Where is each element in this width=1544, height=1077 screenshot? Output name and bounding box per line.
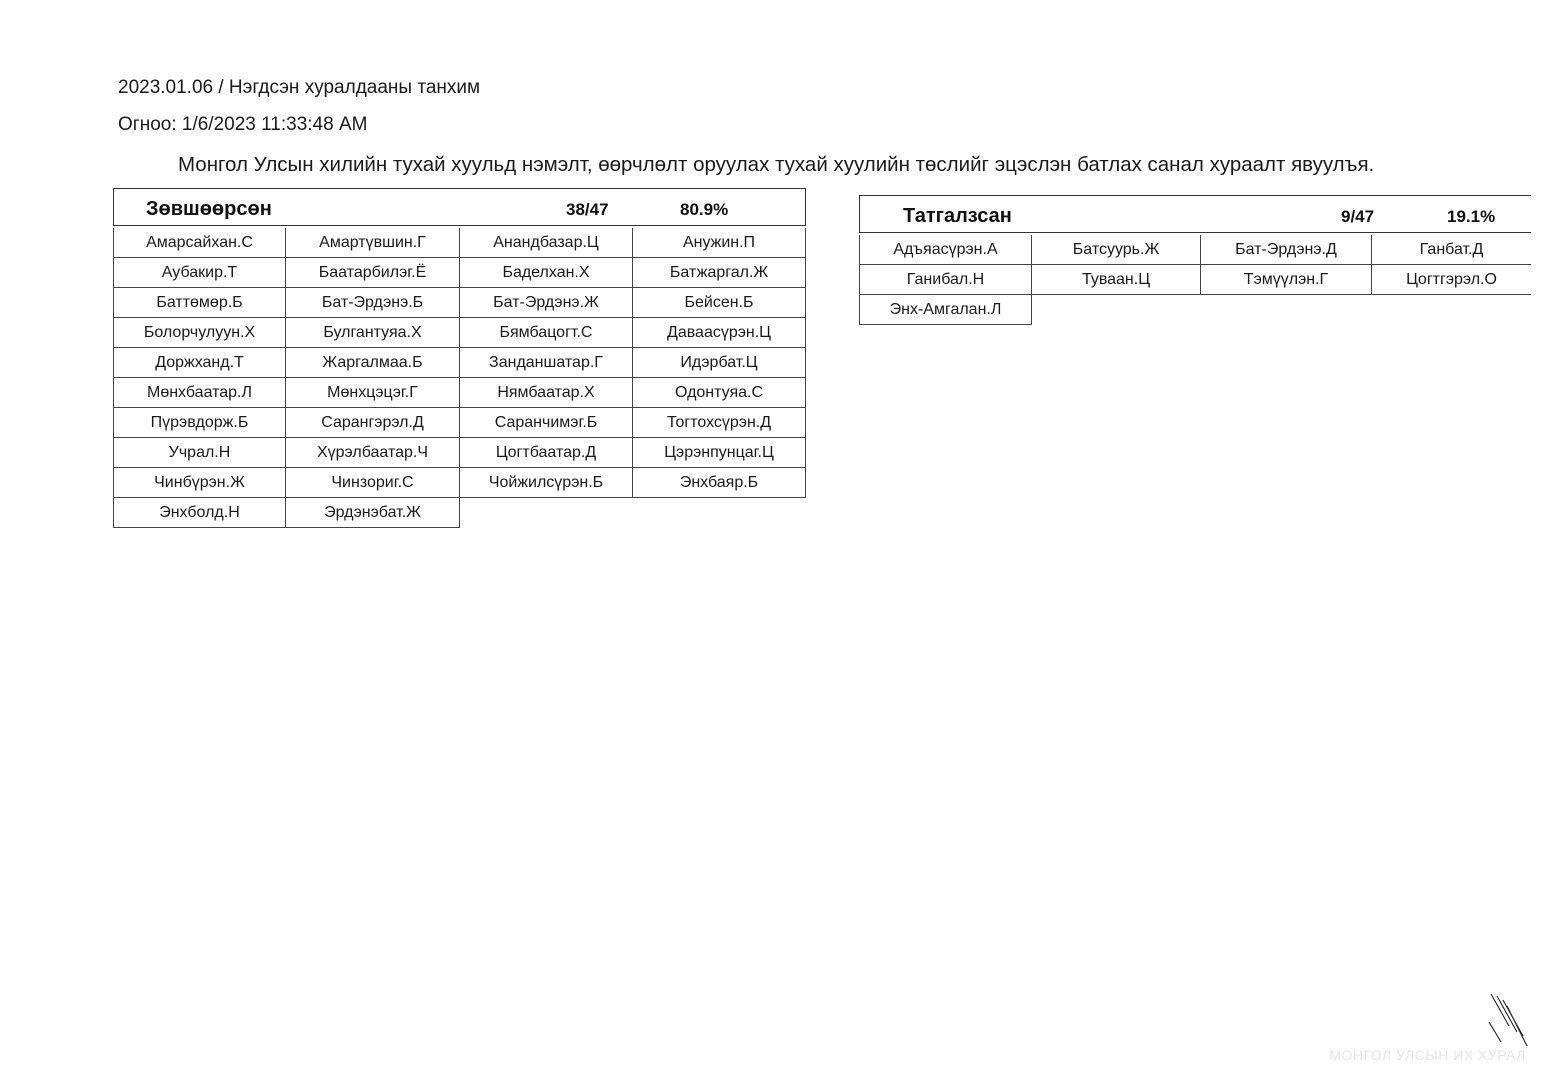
- member-name-cell: Эрдэнэбат.Ж: [286, 498, 460, 528]
- member-name-cell: Бат-Эрдэнэ.Б: [286, 288, 460, 318]
- member-name-cell: Энх-Амгалан.Л: [859, 295, 1032, 325]
- member-name-cell: Батжаргал.Ж: [633, 258, 806, 288]
- member-name-cell: Булгантуяа.Х: [286, 318, 460, 348]
- member-name-cell: Пүрэвдорж.Б: [113, 408, 286, 438]
- member-name-cell: Нямбаатар.Х: [460, 378, 633, 408]
- member-name-cell: Тогтохсүрэн.Д: [633, 408, 806, 438]
- member-name-cell: Туваан.Ц: [1032, 265, 1201, 295]
- member-name-cell: Саранчимэг.Б: [460, 408, 633, 438]
- motion-title: Монгол Улсын хилийн тухай хуульд нэмэлт, өөрчлөлт оруулах тухай хуулийн төслийг эцэслэн батлах санал хураалт явуулъя.: [178, 153, 1375, 176]
- member-name-cell: Адъяасүрэн.А: [859, 235, 1032, 265]
- member-name-cell: Чинзориг.С: [286, 468, 460, 498]
- member-name-cell: Цэрэнпунцаг.Ц: [633, 438, 806, 468]
- approved-label: Зөвшөөрсөн: [146, 198, 272, 220]
- member-name-cell: Хүрэлбаатар.Ч: [286, 438, 460, 468]
- session-date-place: 2023.01.06 / Нэгдсэн хуралдааны танхим: [118, 77, 481, 98]
- rejected-percent: 19.1%: [1447, 207, 1496, 226]
- member-name-cell: Даваасүрэн.Ц: [633, 318, 806, 348]
- member-name-cell: Болорчулуун.Х: [113, 318, 286, 348]
- member-name-cell: Цогтгэрэл.О: [1372, 265, 1531, 295]
- member-name-cell: Баттөмөр.Б: [113, 288, 286, 318]
- member-name-cell: Чойжилсүрэн.Б: [460, 468, 633, 498]
- member-name-cell: Амартүвшин.Г: [286, 228, 460, 258]
- rejected-header: [859, 195, 1531, 233]
- member-name-cell: Ганбат.Д: [1372, 235, 1531, 265]
- member-name-cell: Бат-Эрдэнэ.Ж: [460, 288, 633, 318]
- rejected-count: 9/47: [1341, 207, 1375, 226]
- rejected-label: Татгалзсан: [903, 205, 1012, 227]
- member-name-cell: Доржханд.Т: [113, 348, 286, 378]
- member-name-cell: Занданшатар.Г: [460, 348, 633, 378]
- member-name-cell: Одонтуяа.С: [633, 378, 806, 408]
- member-name-cell: Цогтбаатар.Д: [460, 438, 633, 468]
- watermark: МОНГОЛ УЛСЫН ИХ ХУРАЛ: [1329, 1047, 1526, 1063]
- member-name-cell: Бейсен.Б: [633, 288, 806, 318]
- approved-header: [113, 188, 806, 226]
- member-name-cell: Аубакир.Т: [113, 258, 286, 288]
- member-name-cell: Идэрбат.Ц: [633, 348, 806, 378]
- member-name-cell: Энхбаяр.Б: [633, 468, 806, 498]
- member-name-cell: Бямбацогт.С: [460, 318, 633, 348]
- member-name-cell: Батсуурь.Ж: [1032, 235, 1201, 265]
- member-name-cell: Учрал.Н: [113, 438, 286, 468]
- member-name-cell: Амарсайхан.С: [113, 228, 286, 258]
- signature-mark: [1487, 992, 1531, 1052]
- member-name-cell: Баатарбилэг.Ё: [286, 258, 460, 288]
- member-name-cell: Жаргалмаа.Б: [286, 348, 460, 378]
- member-name-cell: Тэмүүлэн.Г: [1201, 265, 1372, 295]
- member-name-cell: Анандбазар.Ц: [460, 228, 633, 258]
- member-name-cell: Баделхан.Х: [460, 258, 633, 288]
- approved-count: 38/47: [566, 200, 609, 219]
- member-name-cell: Анужин.П: [633, 228, 806, 258]
- member-name-cell: Ганибал.Н: [859, 265, 1032, 295]
- member-name-cell: Бат-Эрдэнэ.Д: [1201, 235, 1372, 265]
- member-name-cell: Мөнхбаатар.Л: [113, 378, 286, 408]
- vote-timestamp: Огноо: 1/6/2023 11:33:48 AM: [118, 114, 368, 135]
- rejected-names-grid: [859, 235, 1531, 325]
- member-name-cell: Чинбүрэн.Ж: [113, 468, 286, 498]
- member-name-cell: Мөнхцэцэг.Г: [286, 378, 460, 408]
- member-name-cell: Сарангэрэл.Д: [286, 408, 460, 438]
- approved-percent: 80.9%: [680, 200, 729, 219]
- member-name-cell: Энхболд.Н: [113, 498, 286, 528]
- approved-names-grid: [113, 228, 806, 528]
